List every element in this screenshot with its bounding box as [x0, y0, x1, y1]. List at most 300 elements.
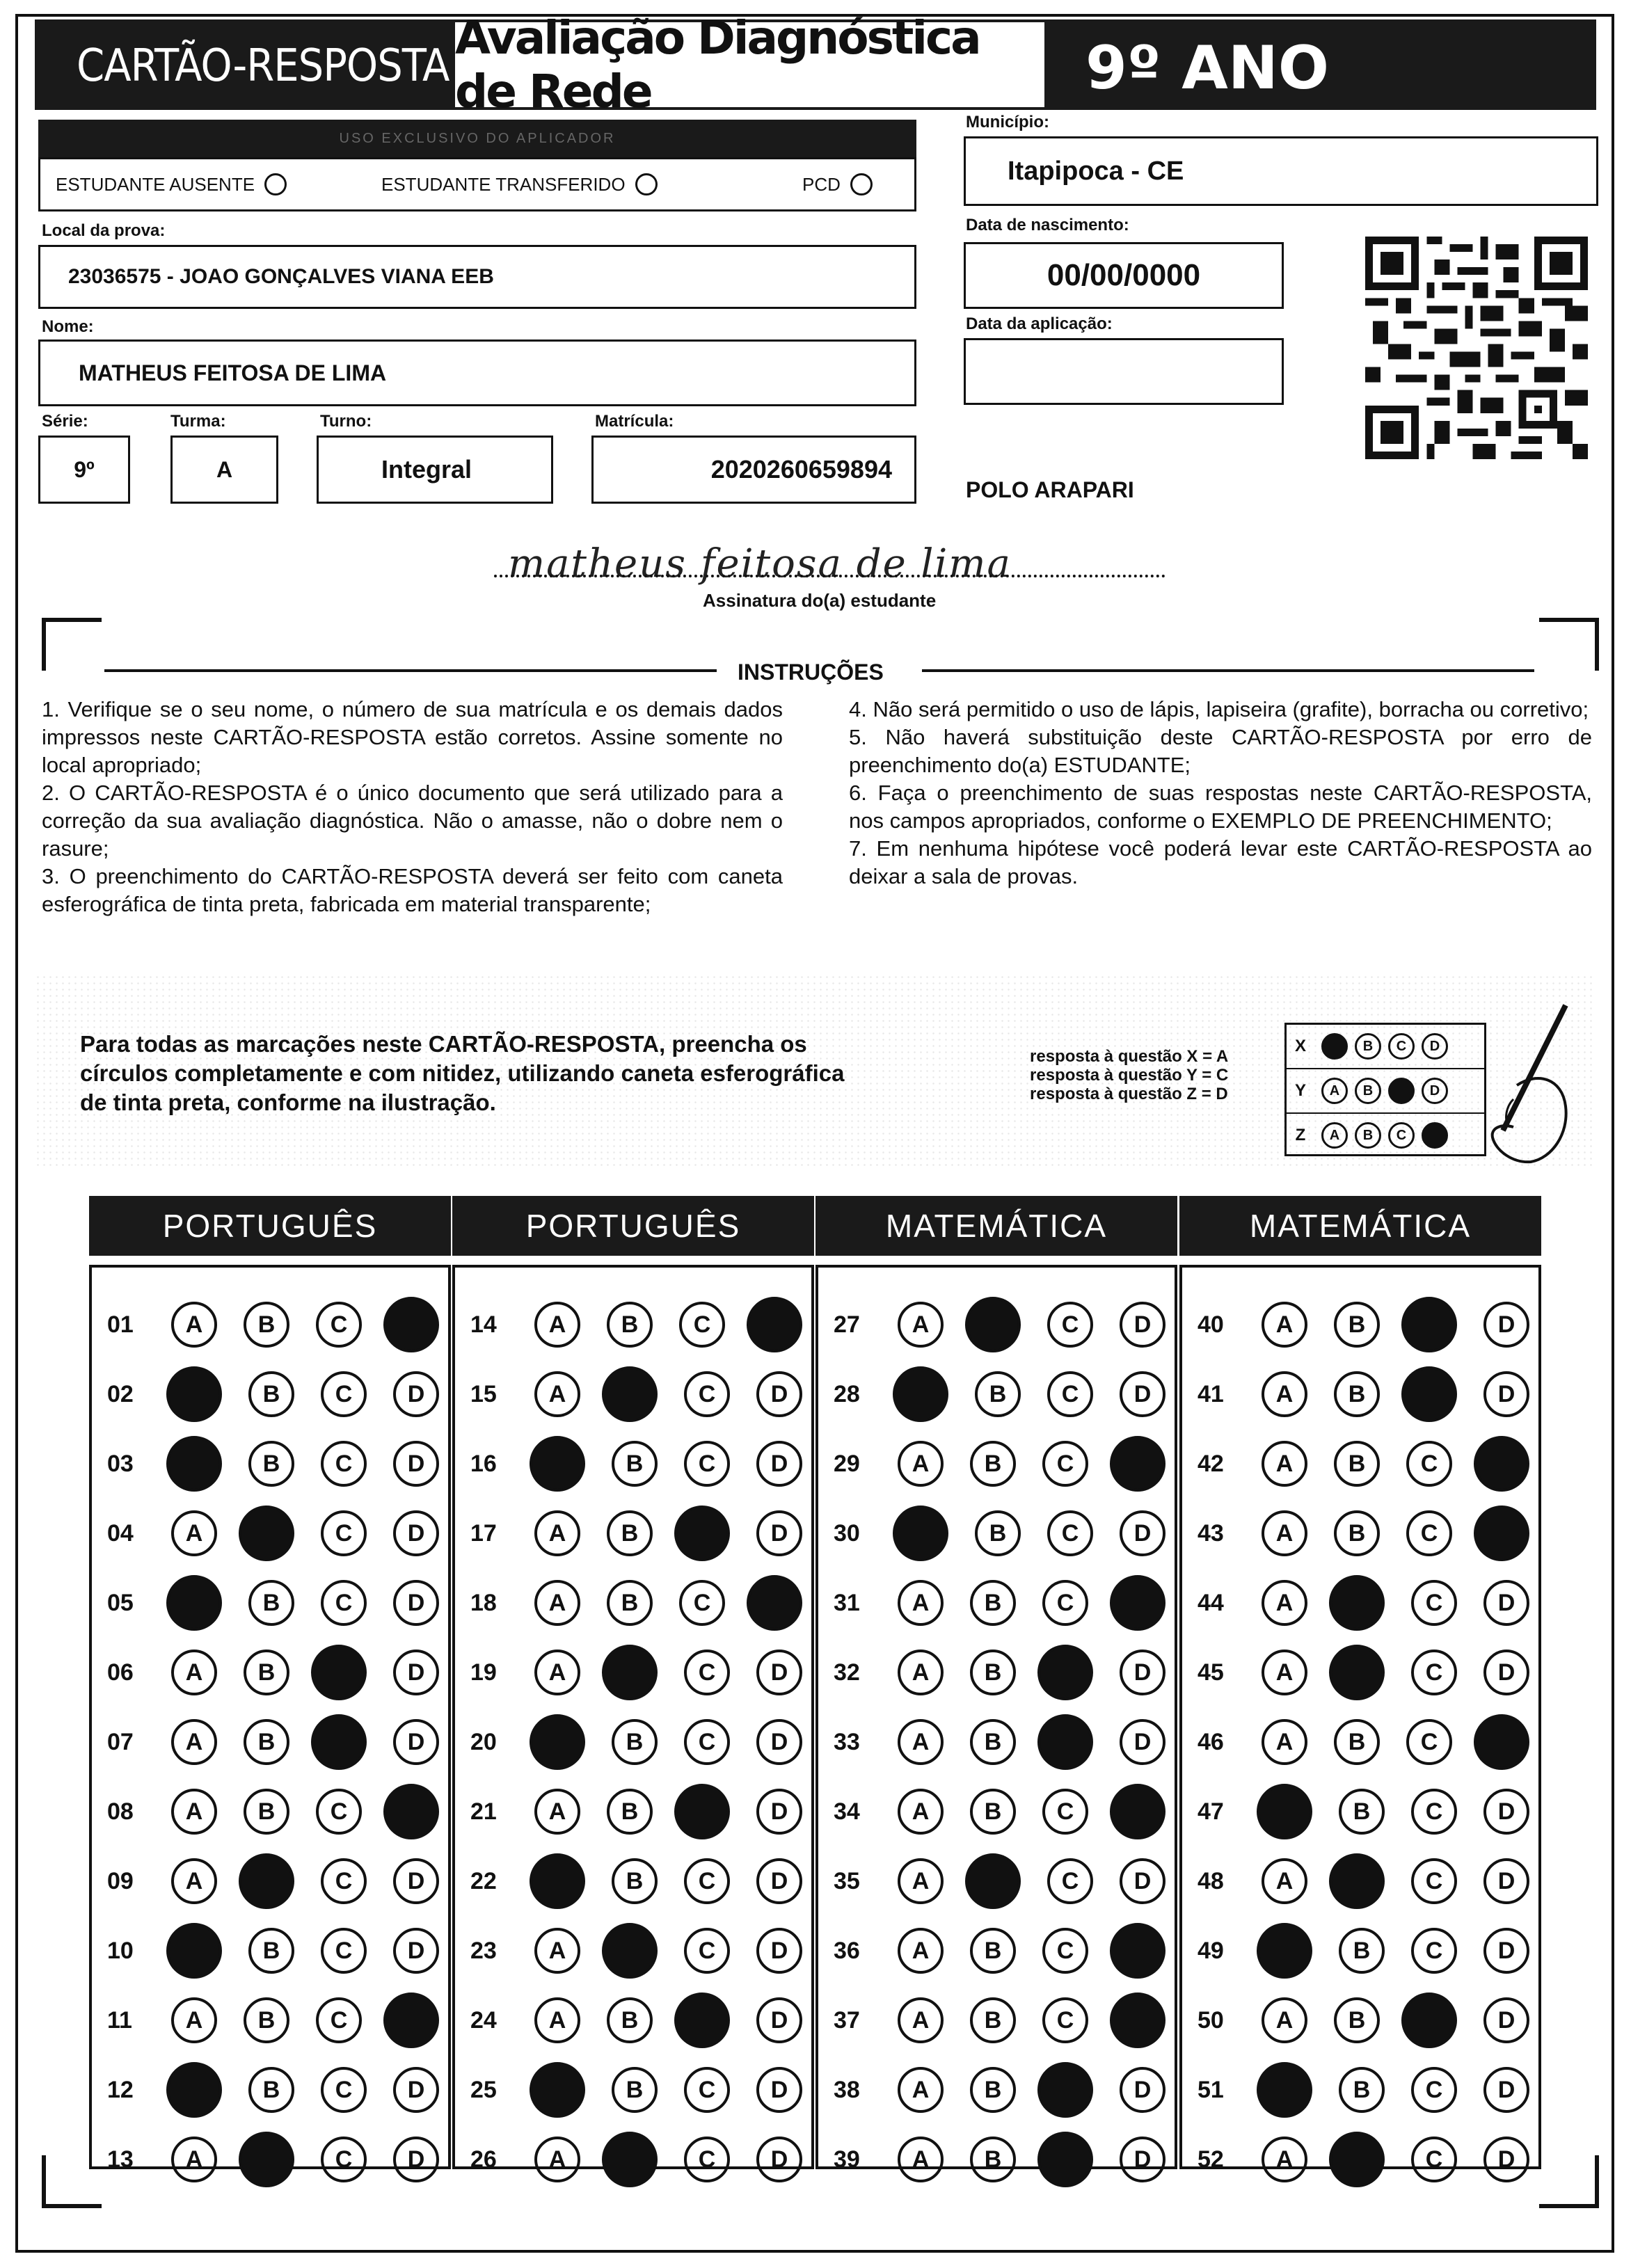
answer-bubble-b[interactable] [602, 1645, 658, 1700]
answer-bubble-c[interactable]: C [684, 1858, 730, 1904]
answer-bubble-d[interactable] [1110, 1993, 1165, 2048]
answer-bubble-b[interactable]: B [1339, 1789, 1385, 1835]
answer-bubble-a[interactable] [530, 1436, 585, 1492]
answer-bubble-a[interactable] [530, 1714, 585, 1770]
answer-bubble-b[interactable]: B [975, 1371, 1021, 1417]
answer-bubble-c[interactable]: C [321, 1928, 367, 1974]
answer-bubble-b[interactable]: B [248, 1928, 294, 1974]
answer-bubble-d[interactable] [1474, 1436, 1529, 1492]
answer-bubble-d[interactable]: D [1120, 1302, 1165, 1348]
answer-bubble-c[interactable]: C [1406, 1441, 1452, 1487]
answer-bubble-d[interactable]: D [1483, 1302, 1529, 1348]
answer-bubble-d[interactable]: D [756, 1650, 802, 1695]
answer-bubble-a[interactable] [1257, 1784, 1312, 1839]
answer-row [834, 2061, 1165, 2119]
answer-bubble-a[interactable]: A [898, 1997, 944, 2043]
answer-bubble-c[interactable]: C [321, 2137, 367, 2182]
answer-bubble-a[interactable]: A [898, 1928, 944, 1974]
answer-bubble-b[interactable] [602, 2132, 658, 2187]
question-number: 30 [834, 1519, 860, 1547]
instruction-6: 6. Faça o preenchimento de suas respostas neste CARTÃO-RESPOSTA, nos campos apropriados, conforme o EXEMPLO DE PREENCHIMENTO; [849, 781, 1592, 833]
transferred-option[interactable] [381, 173, 658, 195]
answer-bubble-d[interactable]: D [756, 1997, 802, 2043]
answer-bubble-c[interactable]: C [1411, 1650, 1457, 1695]
answer-bubble-d[interactable]: D [756, 1928, 802, 1974]
answer-row [834, 1643, 1165, 1702]
answer-bubble-c[interactable] [1401, 1993, 1457, 2048]
answer-bubble-d[interactable]: D [1120, 1510, 1165, 1556]
answer-bubble-b[interactable]: B [248, 2067, 294, 2113]
answer-bubble-a[interactable]: A [171, 1858, 217, 1904]
answer-row [1198, 2130, 1529, 2189]
answer-bubble-d[interactable]: D [393, 1858, 439, 1904]
answer-bubble-a[interactable]: A [534, 1371, 580, 1417]
answer-row [834, 1435, 1165, 1493]
answer-bubble-d[interactable]: D [756, 1789, 802, 1835]
answer-bubble-a[interactable]: A [1262, 1858, 1307, 1904]
local-field [38, 245, 916, 309]
answer-bubble-a[interactable] [166, 1366, 222, 1422]
answer-bubble-a[interactable]: A [1262, 1580, 1307, 1626]
answer-bubble-c[interactable]: C [1411, 2067, 1457, 2113]
answer-bubble-d[interactable]: D [393, 2137, 439, 2182]
answer-bubble-a[interactable]: A [1262, 1441, 1307, 1487]
answer-row [1198, 1365, 1529, 1423]
answer-bubble-b[interactable]: B [1334, 1510, 1380, 1556]
corner-mark-bottom-right [1539, 2155, 1599, 2208]
answer-bubble-b[interactable] [965, 1297, 1021, 1352]
nome-label: Nome: [42, 317, 94, 336]
answer-row [1198, 1922, 1529, 1980]
question-number: 06 [107, 1659, 134, 1686]
answer-bubble-d[interactable]: D [393, 2067, 439, 2113]
turma-field [170, 436, 278, 504]
answer-row [107, 1574, 439, 1632]
example-bubble-c: C [1388, 1122, 1415, 1149]
answer-bubble-b[interactable]: B [1334, 1302, 1380, 1348]
answer-bubble-c[interactable]: C [684, 1650, 730, 1695]
answer-bubble-a[interactable]: A [1262, 1997, 1307, 2043]
answer-bubble-b[interactable]: B [970, 1997, 1016, 2043]
answer-bubble-b[interactable] [239, 1506, 294, 1561]
answer-bubble-d[interactable] [1474, 1714, 1529, 1770]
answer-bubble-b[interactable] [239, 2132, 294, 2187]
answer-bubble-c[interactable] [674, 1993, 730, 2048]
answer-bubble-c[interactable]: C [316, 1789, 362, 1835]
answer-bubble-d[interactable] [383, 1784, 439, 1839]
example-text: Para todas as marcações neste CARTÃO-RESPOSTA, preencha os círculos completamente e com nitidez, utilizando caneta esferográfica de tinta preta, conforme na ilustração. [80, 1031, 845, 1115]
answer-bubble-d[interactable]: D [393, 1371, 439, 1417]
answer-bubble-a[interactable]: A [1262, 1719, 1307, 1765]
answer-bubble-b[interactable]: B [244, 1997, 289, 2043]
answer-bubble-b[interactable]: B [1339, 2067, 1385, 2113]
answer-bubble-a[interactable]: A [898, 1789, 944, 1835]
answer-row [834, 1365, 1165, 1423]
question-number: 13 [107, 2146, 134, 2173]
grade-title: 9º ANO [1085, 33, 1329, 103]
answer-bubble-d[interactable]: D [1120, 1719, 1165, 1765]
answer-bubble-b[interactable]: B [607, 1510, 653, 1556]
answer-bubble-b[interactable] [602, 1923, 658, 1979]
answer-bubble-b[interactable]: B [970, 1928, 1016, 1974]
answer-bubble-a[interactable]: A [534, 2137, 580, 2182]
answer-row [834, 1922, 1165, 1980]
answer-bubble-c[interactable]: C [1406, 1719, 1452, 1765]
answer-bubble-c[interactable]: C [321, 1371, 367, 1417]
answer-bubble-a[interactable]: A [898, 2067, 944, 2113]
turno-field [317, 436, 553, 504]
example-row [1287, 1114, 1484, 1157]
question-number: 05 [107, 1589, 134, 1616]
answer-bubble-c[interactable] [1037, 2132, 1093, 2187]
answer-bubble-d[interactable] [1110, 1784, 1165, 1839]
answer-bubble-d[interactable]: D [756, 1371, 802, 1417]
answer-bubble-b[interactable]: B [612, 1858, 658, 1904]
answer-bubble-d[interactable]: D [1483, 1858, 1529, 1904]
answer-bubble-d[interactable] [383, 1993, 439, 2048]
answer-bubble-c[interactable]: C [321, 2067, 367, 2113]
answer-bubble-a[interactable]: A [898, 1302, 944, 1348]
question-number: 42 [1198, 1450, 1224, 1477]
answer-bubble-b[interactable]: B [970, 1580, 1016, 1626]
answer-bubble-c[interactable]: C [1042, 1580, 1088, 1626]
answer-bubble-d[interactable]: D [1483, 2137, 1529, 2182]
answer-bubble-b[interactable]: B [1334, 1371, 1380, 1417]
answer-bubble-a[interactable]: A [534, 1510, 580, 1556]
answer-row [107, 1782, 439, 1841]
answer-bubble-b[interactable]: B [970, 1719, 1016, 1765]
municipio-field [964, 136, 1598, 206]
example-bubble-d: D [1422, 1078, 1448, 1104]
answer-bubble-d[interactable]: D [1483, 1997, 1529, 2043]
answer-bubble-c[interactable]: C [1411, 1580, 1457, 1626]
answer-bubble-d[interactable]: D [1120, 2067, 1165, 2113]
answer-bubble-c[interactable]: C [1411, 1858, 1457, 1904]
pcd-option[interactable] [802, 173, 873, 195]
nascimento-label: Data de nascimento: [966, 216, 1129, 234]
answer-bubble-a[interactable]: A [534, 1928, 580, 1974]
answer-bubble-b[interactable]: B [244, 1719, 289, 1765]
question-number: 47 [1198, 1798, 1224, 1825]
header-bar [35, 11, 1596, 118]
example-bubble-d [1422, 1122, 1448, 1149]
answer-bubble-a[interactable] [893, 1506, 948, 1561]
answer-bubble-a[interactable]: A [534, 1302, 580, 1348]
instructions-title: INSTRUÇÕES [738, 660, 884, 685]
answer-bubble-b[interactable]: B [612, 1441, 658, 1487]
answer-bubble-d[interactable]: D [393, 1510, 439, 1556]
aplicacao-label: Data da aplicação: [966, 314, 1113, 333]
answer-row [470, 1852, 802, 1910]
answer-bubble-a[interactable]: A [171, 1510, 217, 1556]
example-legend [1030, 1047, 1228, 1103]
absent-bubble[interactable] [264, 173, 287, 195]
answer-bubble-d[interactable] [383, 1297, 439, 1352]
answer-bubble-c[interactable]: C [679, 1302, 725, 1348]
answer-bubble-d[interactable]: D [756, 1719, 802, 1765]
answer-bubble-c[interactable]: C [684, 2137, 730, 2182]
answer-bubble-a[interactable] [166, 1575, 222, 1631]
answer-bubble-c[interactable]: C [1047, 1302, 1093, 1348]
answer-bubble-c[interactable] [1037, 1645, 1093, 1700]
answer-column [89, 1265, 451, 2173]
answer-bubble-d[interactable]: D [1483, 1371, 1529, 1417]
answer-bubble-a[interactable]: A [171, 1719, 217, 1765]
answer-bubble-d[interactable] [1110, 1575, 1165, 1631]
answer-bubble-d[interactable] [1110, 1923, 1165, 1979]
question-number: 52 [1198, 2146, 1224, 2173]
example-bubble-b: B [1355, 1122, 1381, 1149]
answer-bubble-d[interactable] [747, 1297, 802, 1352]
answer-bubble-a[interactable] [530, 1853, 585, 1909]
question-number: 43 [1198, 1519, 1224, 1547]
pcd-bubble[interactable] [850, 173, 873, 195]
answer-bubble-a[interactable]: A [898, 1580, 944, 1626]
answer-row [470, 2130, 802, 2189]
answer-bubble-d[interactable]: D [756, 1510, 802, 1556]
local-value: 23036575 - JOAO GONÇALVES VIANA EEB [68, 265, 494, 288]
answer-bubble-c[interactable]: C [321, 1441, 367, 1487]
answer-bubble-c[interactable]: C [1406, 1510, 1452, 1556]
example-legend-z: resposta à questão Z = D [1030, 1085, 1228, 1103]
question-number: 17 [470, 1519, 497, 1547]
answer-bubble-c[interactable]: C [1047, 1510, 1093, 1556]
answer-row [1198, 1504, 1529, 1563]
answer-bubble-a[interactable] [166, 2062, 222, 2118]
answer-bubble-b[interactable]: B [248, 1580, 294, 1626]
answer-bubble-a[interactable]: A [534, 1789, 580, 1835]
answer-bubble-c[interactable] [674, 1784, 730, 1839]
answer-bubble-b[interactable] [1329, 1575, 1385, 1631]
answer-bubble-c[interactable] [1401, 1297, 1457, 1352]
answer-bubble-c[interactable]: C [321, 1858, 367, 1904]
answer-bubble-c[interactable]: C [1047, 1371, 1093, 1417]
answer-bubble-a[interactable]: A [534, 1580, 580, 1626]
answer-bubble-a[interactable]: A [171, 1789, 217, 1835]
answer-bubble-a[interactable] [166, 1436, 222, 1492]
answer-bubble-b[interactable]: B [970, 1441, 1016, 1487]
answer-bubble-c[interactable] [1037, 2062, 1093, 2118]
answer-bubble-c[interactable]: C [684, 1719, 730, 1765]
answer-bubble-b[interactable]: B [970, 1789, 1016, 1835]
answer-bubble-c[interactable]: C [1042, 1997, 1088, 2043]
answer-bubble-a[interactable]: A [171, 1650, 217, 1695]
answer-bubble-b[interactable]: B [244, 1789, 289, 1835]
example-bubble-a: A [1321, 1078, 1348, 1104]
answer-bubble-d[interactable]: D [393, 1650, 439, 1695]
answer-bubble-b[interactable] [965, 1853, 1021, 1909]
answer-bubble-b[interactable]: B [1334, 1441, 1380, 1487]
question-number: 34 [834, 1798, 860, 1825]
answer-row [107, 1643, 439, 1702]
answer-bubble-c[interactable]: C [684, 1928, 730, 1974]
answer-bubble-d[interactable]: D [393, 1928, 439, 1974]
answer-bubble-a[interactable]: A [1262, 1371, 1307, 1417]
example-bubble-d: D [1422, 1033, 1448, 1060]
answer-row [834, 1574, 1165, 1632]
answer-bubble-a[interactable]: A [898, 1650, 944, 1695]
answer-bubble-b[interactable]: B [612, 1719, 658, 1765]
answer-bubble-d[interactable]: D [393, 1441, 439, 1487]
answer-bubble-c[interactable]: C [321, 1580, 367, 1626]
answer-bubble-c[interactable]: C [1411, 1789, 1457, 1835]
example-bubble-b: B [1355, 1078, 1381, 1104]
answer-bubble-c[interactable] [1401, 1366, 1457, 1422]
answer-bubble-d[interactable]: D [1483, 1580, 1529, 1626]
instruction-7: 7. Em nenhuma hipótese você poderá levar este CARTÃO-RESPOSTA ao deixar a sala de provas. [849, 836, 1592, 888]
answer-bubble-b[interactable] [239, 1853, 294, 1909]
example-grid [1284, 1023, 1486, 1156]
transferred-bubble[interactable] [635, 173, 658, 195]
answer-bubble-a[interactable]: A [898, 1441, 944, 1487]
answer-bubble-b[interactable]: B [244, 1650, 289, 1695]
answer-bubble-b[interactable]: B [1339, 1928, 1385, 1974]
answer-bubble-b[interactable] [1329, 1645, 1385, 1700]
section-header: PORTUGUÊS [89, 1196, 451, 1256]
answer-bubble-d[interactable]: D [1120, 1858, 1165, 1904]
answer-bubble-c[interactable] [1037, 1714, 1093, 1770]
answer-bubble-a[interactable]: A [1262, 1650, 1307, 1695]
answer-row [107, 1852, 439, 1910]
question-number: 26 [470, 2146, 497, 2173]
question-number: 36 [834, 1937, 860, 1964]
question-number: 41 [1198, 1380, 1224, 1407]
question-number: 27 [834, 1311, 860, 1338]
operator-bar: USO EXCLUSIVO DO APLICADOR [38, 120, 916, 157]
answer-bubble-d[interactable]: D [393, 1719, 439, 1765]
answer-bubble-a[interactable] [1257, 2062, 1312, 2118]
answer-bubble-a[interactable]: A [1262, 1302, 1307, 1348]
answer-bubble-c[interactable]: C [684, 2067, 730, 2113]
answer-bubble-d[interactable]: D [1483, 1928, 1529, 1974]
answer-bubble-d[interactable]: D [1483, 1650, 1529, 1695]
answer-row [107, 2061, 439, 2119]
answer-bubble-b[interactable]: B [970, 2137, 1016, 2182]
question-number: 40 [1198, 1311, 1224, 1338]
answer-bubble-b[interactable]: B [244, 1302, 289, 1348]
answer-bubble-b[interactable]: B [607, 1997, 653, 2043]
absent-option[interactable] [56, 173, 287, 195]
answer-row [1198, 1643, 1529, 1702]
answer-bubble-c[interactable]: C [1411, 1928, 1457, 1974]
serie-value: 9º [74, 456, 95, 482]
question-number: 07 [107, 1728, 134, 1755]
example-bubble-c: C [1388, 1033, 1415, 1060]
answer-row [107, 1435, 439, 1493]
answer-bubble-b[interactable]: B [1334, 1719, 1380, 1765]
answer-bubble-a[interactable] [166, 1923, 222, 1979]
answer-bubble-d[interactable]: D [756, 1441, 802, 1487]
answer-bubble-d[interactable]: D [756, 2137, 802, 2182]
answer-bubble-d[interactable]: D [756, 2067, 802, 2113]
answer-row [834, 2130, 1165, 2189]
answer-bubble-a[interactable]: A [534, 1650, 580, 1695]
question-number: 18 [470, 1589, 497, 1616]
answer-bubble-b[interactable]: B [248, 1441, 294, 1487]
answer-bubble-d[interactable]: D [393, 1580, 439, 1626]
answer-row [107, 1713, 439, 1771]
answer-bubble-c[interactable]: C [1042, 1928, 1088, 1974]
answer-bubble-d[interactable] [747, 1575, 802, 1631]
answer-bubble-d[interactable]: D [1120, 1371, 1165, 1417]
answer-bubble-c[interactable] [311, 1645, 367, 1700]
instruction-5: 5. Não haverá substituição deste CARTÃO-RESPOSTA por erro de preenchimento do(a) ESTUDANTE; [849, 725, 1592, 777]
answer-bubble-c[interactable]: C [1042, 1789, 1088, 1835]
answer-bubble-a[interactable]: A [1262, 1510, 1307, 1556]
answer-bubble-a[interactable]: A [534, 1997, 580, 2043]
answer-bubble-d[interactable] [1474, 1506, 1529, 1561]
answer-bubble-c[interactable]: C [316, 1997, 362, 2043]
answer-bubble-a[interactable]: A [898, 1719, 944, 1765]
answer-bubble-d[interactable]: D [1120, 1650, 1165, 1695]
question-number: 50 [1198, 2006, 1224, 2034]
answer-bubble-a[interactable]: A [171, 2137, 217, 2182]
answer-bubble-b[interactable]: B [607, 1580, 653, 1626]
answer-bubble-b[interactable]: B [248, 1371, 294, 1417]
answer-bubble-b[interactable]: B [607, 1302, 653, 1348]
answer-bubble-c[interactable]: C [1042, 1441, 1088, 1487]
answer-bubble-c[interactable]: C [684, 1441, 730, 1487]
answer-bubble-a[interactable]: A [898, 1858, 944, 1904]
question-number: 03 [107, 1450, 134, 1477]
answer-bubble-a[interactable]: A [171, 1302, 217, 1348]
answer-bubble-a[interactable]: A [171, 1997, 217, 2043]
answer-bubble-b[interactable]: B [1334, 1997, 1380, 2043]
answer-bubble-d[interactable]: D [1483, 2067, 1529, 2113]
answer-bubble-a[interactable]: A [898, 2137, 944, 2182]
answer-bubble-c[interactable] [311, 1714, 367, 1770]
answer-bubble-c[interactable]: C [684, 1371, 730, 1417]
instruction-4: 4. Não será permitido o uso de lápis, lapiseira (grafite), borracha ou corretivo; [849, 697, 1589, 721]
answer-row [470, 1991, 802, 2050]
answer-bubble-a[interactable]: A [1262, 2137, 1307, 2182]
question-number: 33 [834, 1728, 860, 1755]
answer-bubble-b[interactable] [1329, 1853, 1385, 1909]
answer-row [834, 1713, 1165, 1771]
answer-bubble-c[interactable]: C [1411, 2137, 1457, 2182]
answer-bubble-b[interactable]: B [970, 2067, 1016, 2113]
signature-handwriting: matheus feitosa de lima [508, 541, 1012, 586]
answer-bubble-c[interactable]: C [679, 1580, 725, 1626]
answer-bubble-a[interactable] [893, 1366, 948, 1422]
answer-bubble-b[interactable]: B [970, 1650, 1016, 1695]
answer-bubble-d[interactable]: D [756, 1858, 802, 1904]
question-number: 23 [470, 1937, 497, 1964]
answer-row [470, 1922, 802, 1980]
signature-line [494, 575, 1165, 577]
answer-bubble-b[interactable] [602, 1366, 658, 1422]
answer-bubble-c[interactable]: C [321, 1510, 367, 1556]
question-number: 48 [1198, 1867, 1224, 1894]
answer-bubble-c[interactable]: C [1047, 1858, 1093, 1904]
answer-bubble-b[interactable] [1329, 2132, 1385, 2187]
answer-bubble-d[interactable]: D [1483, 1789, 1529, 1835]
answer-bubble-c[interactable]: C [316, 1302, 362, 1348]
answer-bubble-b[interactable]: B [612, 2067, 658, 2113]
answer-bubble-b[interactable]: B [607, 1789, 653, 1835]
answer-bubble-b[interactable]: B [975, 1510, 1021, 1556]
example-bubble-b: B [1355, 1033, 1381, 1060]
answer-bubble-d[interactable]: D [1120, 2137, 1165, 2182]
nascimento-field [964, 242, 1284, 309]
answer-bubble-a[interactable] [1257, 1923, 1312, 1979]
answer-row [1198, 1852, 1529, 1910]
answer-bubble-a[interactable] [530, 2062, 585, 2118]
answer-bubble-d[interactable] [1110, 1436, 1165, 1492]
exam-title: Avaliação Diagnóstica de Rede [452, 19, 1047, 110]
answer-row [1198, 1295, 1529, 1354]
answer-bubble-c[interactable] [674, 1506, 730, 1561]
